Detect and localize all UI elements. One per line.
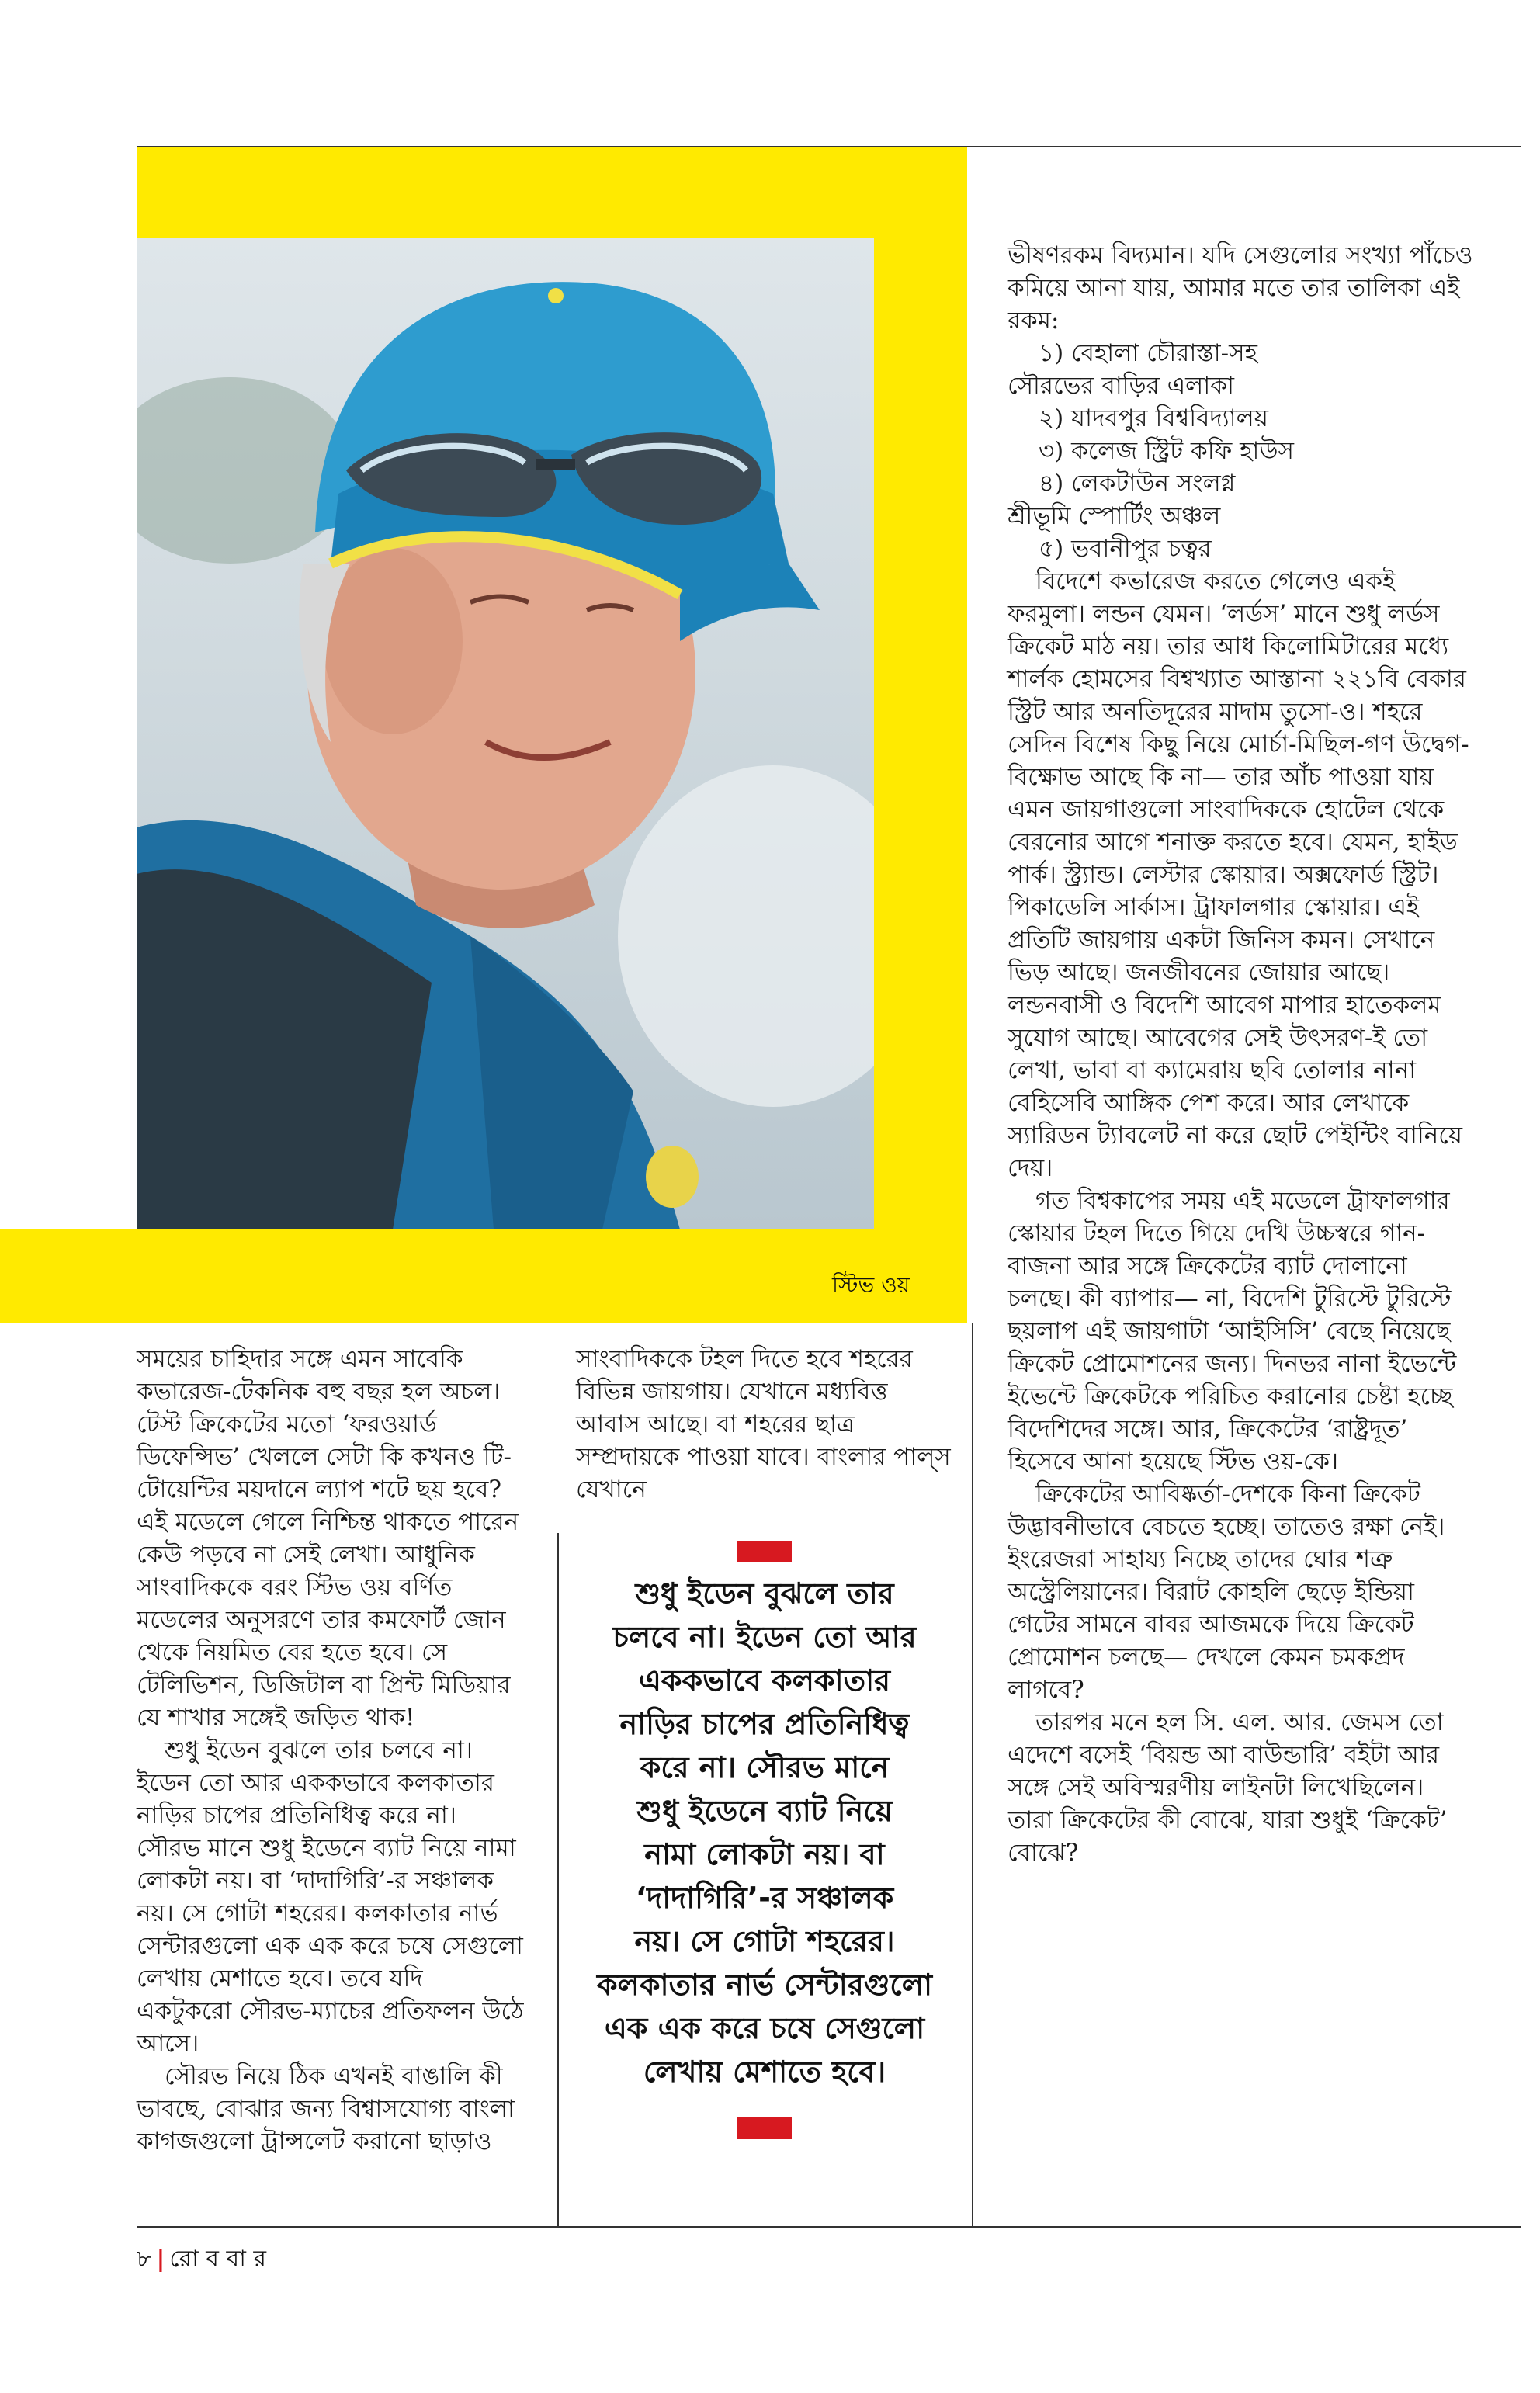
bottom-rule	[137, 2226, 1521, 2228]
pull-quote-line: নয়। সে গোটা শহরের।	[634, 1924, 895, 1958]
list-item: ২) যাদবপুর বিশ্ববিদ্যালয়	[1039, 404, 1269, 432]
pull-quote-line: শুধু ইডেনে ব্যাট নিয়ে	[636, 1794, 893, 1828]
list-item: ১) বেহালা চৌরাস্তা-সহ	[1039, 339, 1257, 367]
paragraph: শ্রীভূমি স্পোর্টিং অঞ্চল	[1008, 502, 1221, 530]
list-item: ৩) কলেজ স্ট্রিট কফি হাউস	[1039, 437, 1295, 465]
paragraph: বিদেশে কভারেজ করতে গেলেও একই ফরমুলা। লন্ডন যেমন। ‘লর্ডস’ মানে শুধু লর্ডস ক্রিকেট মাঠ নয়। তার আধ কিলোমিটারের মধ্যে শার্লক হোমসের বিশ্বখ্যাত আস্তানা ২২১বি বেকার স্ট্রিট আর অনতিদূরের মাদাম তুসো-ও। শহরে সেদিন বিশেষ কিছু নিয়ে মোর্চা-মিছিল-গণ উদ্বেগ-বিক্ষোভ আছে কি না— তার আঁচ পাওয়া যায় এমন জায়গাগুলো সাংবাদিককে হোটেল থেকে বেরনোর আগে শনাক্ত করতে হবে। যেমন, হাইড পার্ক। স্ট্র্যান্ড। লেস্টার স্কোয়ার। অক্সফোর্ড স্ট্রিট। পিকাডেলি সার্কাস। ট্রাফালগার স্কোয়ার। এই প্রতিটি জায়গায় একটা জিনিস কমন। সেখানে ভিড় আছে। জনজীবনের জোয়ার আছে। লন্ডনবাসী ও বিদেশি আবেগ মাপার হাতেকলম সুযোগ আছে। আবেগের সেই উৎসরণ-ই তো লেখা, ভাবা বা ক্যামেরায় ছবি তোলার নানা বেহিসেবি আঙ্গিক পেশ করে। আর লেখাকে স্যারিডন ট্যাবলেট না করে ছোট পেইন্টিং বানিয়ে দেয়।	[1008, 567, 1469, 1182]
pull-quote-line: এককভাবে কলকাতার	[639, 1663, 890, 1698]
paragraph: ক্রিকেটের আবিষ্কর্তা-দেশকে কিনা ক্রিকেট উদ্ভাবনীভাবে বেচতে হচ্ছে। তাতেও রক্ষা নেই। ইংরেজরা সাহায্য নিচ্ছে তাদের ঘোর শত্রু অস্ট্রেলিয়ানের। বিরাট কোহলি ছেড়ে ইন্ডিয়া গেটের সামনে বাবর আজমকে দিয়ে ক্রিকেট প্রোমোশন চলছে— দেখলে কেমন চমকপ্রদ লাগবে?	[1008, 1480, 1445, 1704]
footer-separator: |	[156, 2246, 165, 2273]
pull-quote-line: শুধু ইডেন বুঝলে তার	[635, 1576, 894, 1611]
magazine-name: রো ব বা র	[169, 2246, 266, 2273]
right-text-column	[1008, 239, 1473, 1869]
paragraph: গত বিশ্বকাপের সময় এই মডেলে ট্রাফালগার স্কোয়ার টহল দিতে গিয়ে দেখি উচ্চস্বরে গান-বাজনা আর সঙ্গে ক্রিকেটের ব্যাট দোলানো চলছে। কী ব্যাপার— না, বিদেশি টুরিস্টে টুরিস্টে ছয়লাপ এই জায়গাটা ‘আইসিসি’ বেছে নিয়েছে ক্রিকেট প্রোমোশনের জন্য। দিনভর নানা ইভেন্টে ইভেন্টে ক্রিকেটকে পরিচিত করানোর চেষ্টা হচ্ছে বিদেশিদের সঙ্গে। আর, ক্রিকেটের ‘রাষ্ট্রদূত’ হিসেবে আনা হয়েছে স্টিভ ওয়-কে।	[1008, 1187, 1457, 1476]
middle-text-column	[576, 1343, 956, 1506]
pull-quote-line: চলবে না। ইডেন তো আর	[612, 1620, 917, 1654]
page-number: ৮	[137, 2246, 152, 2273]
paragraph: সময়ের চাহিদার সঙ্গে এমন সাবেকি কভারেজ-টেকনিক বহু বছর হল অচল। টেস্ট ক্রিকেটের মতো ‘ফরওয়ার্ড ডিফেন্সিভ’ খেললে সেটা কি কখনও টি-টোয়েন্টির ময়দানে ল্যাপ শটে ছয় হবে? এই মডেলে গেলে নিশ্চিন্ত থাকতে পারেন কেউ পড়বে না সেই লেখা। আধুনিক সাংবাদিককে বরং স্টিভ ওয় বর্ণিত মডেলের অনুসরণে তার কমফোর্ট জোন থেকে নিয়মিত বের হতে হবে। সে টেলিভিশন, ডিজিটাল বা প্রিন্ট মিডিয়ার যে শাখার সঙ্গেই জড়িত থাক!	[137, 1345, 519, 1732]
paragraph: সৌরভের বাড়ির এলাকা	[1008, 372, 1234, 400]
left-text-column	[137, 1343, 525, 2158]
list-item: ৫) ভবানীপুর চত্বর	[1039, 535, 1212, 563]
paragraph: সৌরভ নিয়ে ঠিক এখনই বাঙালি কী ভাবছে, বোঝার জন্য বিশ্বাসযোগ্য বাংলা কাগজগুলো ট্রান্সলেট করানো ছাড়াও	[137, 2062, 515, 2155]
pull-quote-top-marker	[737, 1541, 792, 1562]
pull-quote	[574, 1572, 955, 2093]
pull-quote-line: এক এক করে চষে সেগুলো	[604, 2011, 925, 2045]
paragraph: সাংবাদিককে টহল দিতে হবে শহরের বিভিন্ন জায়গায়। যেখানে মধ্যবিত্ত আবাস আছে। বা শহরের ছাত্র সম্প্রদায়কে পাওয়া যাবে। বাংলার পাল্‌স যেখানে	[576, 1345, 951, 1503]
pull-quote-line: লেখায় মেশাতে হবে।	[643, 2055, 886, 2089]
paragraph: শুধু ইডেন বুঝলে তার চলবে না। ইডেন তো আর এককভাবে কলকাতার নাড়ির চাপের প্রতিনিধিত্ব করে না। সৌরভ মানে শুধু ইডেনে ব্যাট নিয়ে নামা লোকটা নয়। বা ‘দাদাগিরি’-র সঞ্চালক নয়। সে গোটা শহরের। কলকাতার নার্ভ সেন্টারগুলো এক এক করে চষে সেগুলো লেখায় মেশাতে হবে। তবে যদি একটুকরো সৌরভ-ম্যাচের প্রতিফলন উঠে আসে।	[137, 1736, 524, 2058]
pull-quote-line: কলকাতার নার্ভ সেন্টারগুলো	[596, 1968, 933, 2002]
steve-waugh-photo	[137, 238, 874, 1229]
column-divider	[972, 1323, 973, 2228]
pull-quote-line: নামা লোকটা নয়। বা	[644, 1837, 885, 1871]
pull-quote-bottom-marker	[737, 2117, 792, 2139]
column-divider	[557, 1533, 559, 2228]
caption-yellow-band	[0, 1229, 967, 1323]
paragraph: তারপর মনে হল সি. এল. আর. জেমস তো এদেশে বসেই ‘বিয়ন্ড আ বাউন্ডারি’ বইটা আর সঙ্গে সেই অবিস্মরণীয় লাইনটা লিখেছিলেন। তারা ক্রিকেটের কী বোঝে, যারা শুধুই ‘ক্রিকেট’ বোঝে?	[1008, 1708, 1448, 1867]
paragraph: ভীষণরকম বিদ্যমান। যদি সেগুলোর সংখ্যা পাঁচেও কমিয়ে আনা যায়, আমার মতে তার তালিকা এই রকম:	[1008, 241, 1473, 335]
pull-quote-line: করে না। সৌরভ মানে	[640, 1750, 890, 1784]
page-footer	[137, 2240, 266, 2280]
photo-caption: স্টিভ ওয়	[832, 1272, 910, 1298]
pull-quote-line: ‘দাদাগিরি’-র সঞ্চালক	[635, 1881, 894, 1915]
list-item: ৪) লেকটাউন সংলগ্ন	[1039, 470, 1236, 498]
pull-quote-line: নাড়ির চাপের প্রতিনিধিত্ব	[619, 1707, 910, 1741]
